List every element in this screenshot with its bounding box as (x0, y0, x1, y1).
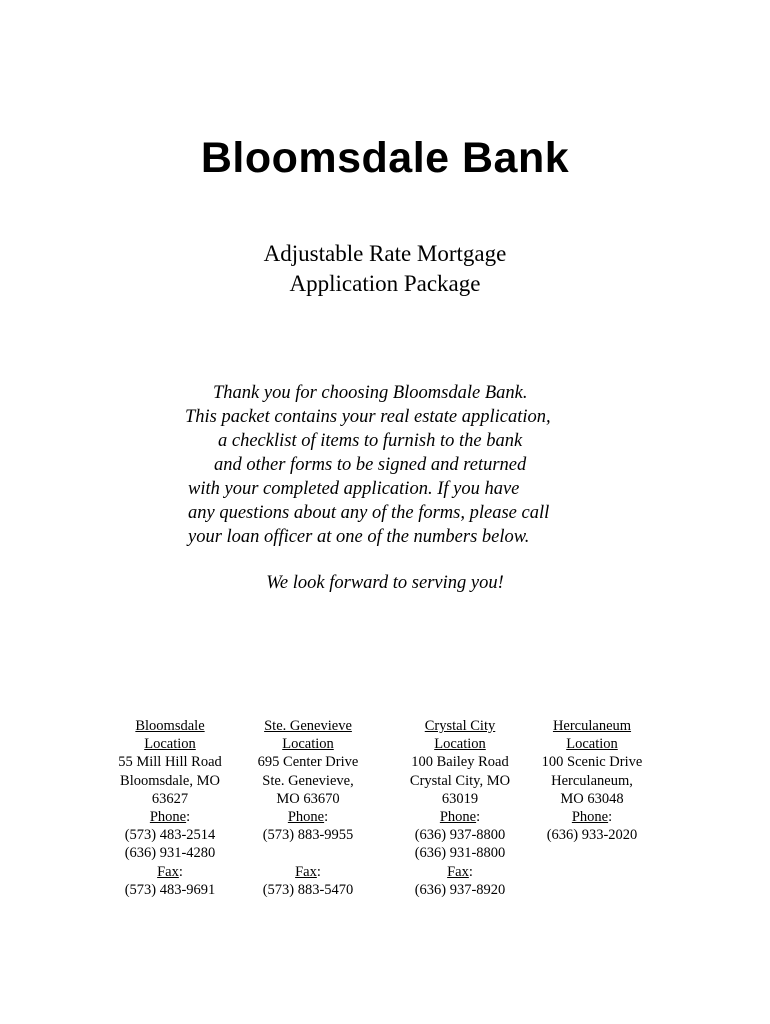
location-ste-genevieve (233, 717, 383, 899)
message-line: your loan officer at one of the numbers below. (188, 527, 530, 547)
phone-label: Phone: (439, 809, 481, 826)
address-line: Crystal City, MO (409, 772, 511, 789)
subtitle-line: Adjustable Rate Mortgage (263, 241, 507, 266)
message-line: Thank you for choosing Bloomsdale Bank. (213, 383, 528, 403)
subtitle-line: Application Package (289, 271, 481, 296)
phone-label: Phone: (149, 809, 191, 826)
phone-number: (636) 931-8800 (414, 845, 506, 862)
location-word: Location (566, 736, 618, 753)
address-line: Bloomsdale, MO (120, 772, 220, 789)
message-line: with your completed application. If you have (188, 479, 520, 499)
location-herculaneum (517, 717, 667, 844)
location-name: Crystal City (424, 718, 496, 734)
phone-label: Phone: (571, 809, 613, 826)
location-word: Location (282, 736, 334, 753)
bank-title: Bloomsdale Bank (200, 134, 570, 182)
address-line: 63019 (441, 790, 479, 807)
address-line: 63627 (151, 790, 189, 807)
phone-number: (636) 931-4280 (124, 845, 216, 862)
address-line: 100 Scenic Drive (541, 754, 643, 771)
address-line: MO 63670 (276, 790, 340, 807)
phone-number: (636) 933-2020 (546, 827, 638, 844)
fax-number: (573) 483-9691 (124, 881, 216, 898)
location-word: Location (434, 736, 486, 753)
address-line: MO 63048 (560, 790, 624, 807)
address-line: 100 Bailey Road (411, 754, 509, 771)
locations-section (0, 717, 770, 917)
fax-number: (573) 883-5470 (262, 881, 354, 898)
location-crystal-city (385, 717, 535, 899)
address-line: 695 Center Drive (257, 754, 359, 771)
phone-number: (573) 883-9955 (262, 827, 354, 844)
closing-line: We look forward to serving you! (266, 573, 504, 593)
message-line: This packet contains your real estate application, (185, 407, 551, 427)
location-name: Ste. Genevieve (264, 718, 352, 734)
address-line: Herculaneum, (551, 772, 633, 789)
phone-number: (636) 937-8800 (414, 827, 506, 844)
location-word: Location (144, 736, 196, 753)
message-line: and other forms to be signed and returned (214, 455, 527, 475)
address-line: 55 Mill Hill Road (118, 754, 222, 771)
address-line: Ste. Genevieve, (262, 772, 354, 789)
location-bloomsdale (95, 717, 245, 899)
welcome-message (180, 381, 590, 549)
fax-label: Fax: (157, 863, 183, 880)
fax-label: Fax: (447, 863, 473, 880)
message-line: a checklist of items to furnish to the bank (218, 431, 523, 451)
fax-label: Fax: (295, 863, 321, 880)
phone-number: (573) 483-2514 (124, 827, 216, 844)
blank-line (233, 844, 383, 862)
location-name: Bloomsdale (135, 718, 205, 734)
phone-label: Phone: (287, 809, 329, 826)
location-name: Herculaneum (552, 718, 632, 734)
fax-number: (636) 937-8920 (414, 881, 506, 898)
message-line: any questions about any of the forms, please call (188, 503, 550, 523)
document-subtitle (0, 239, 770, 299)
